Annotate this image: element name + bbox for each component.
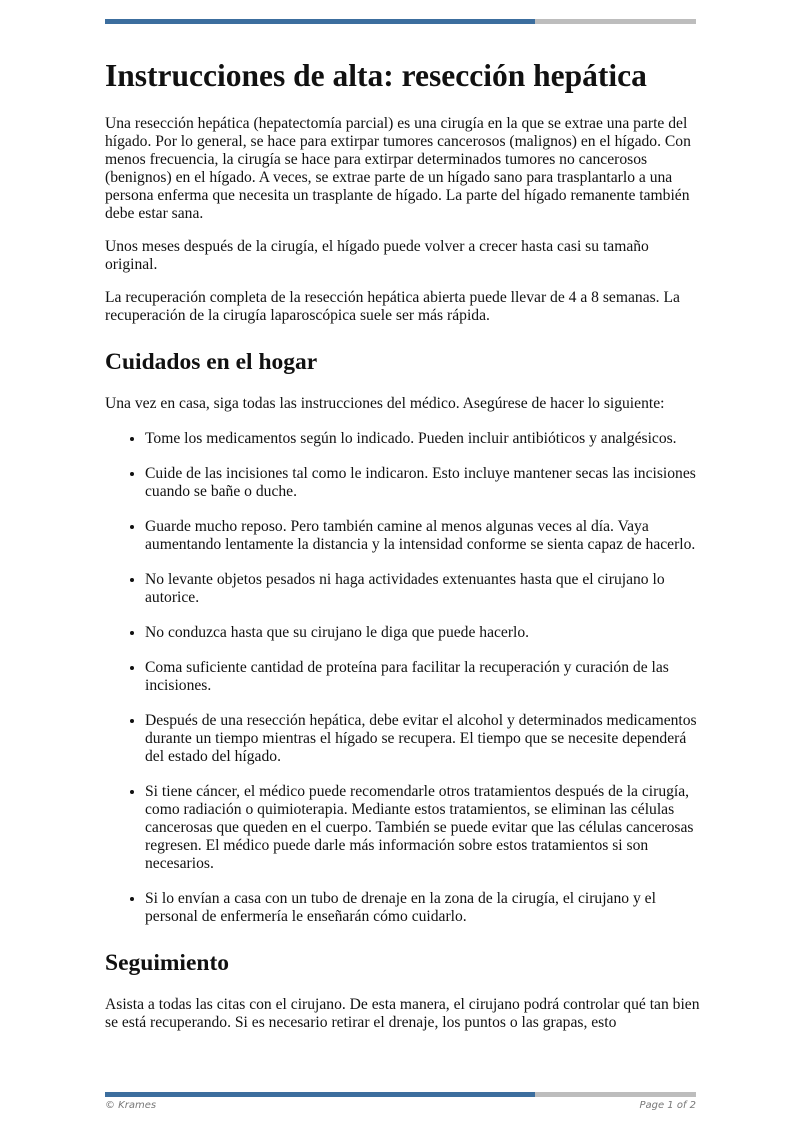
- footer-page-number: Page 1 of 2: [639, 1100, 696, 1111]
- list-item: • Después de una resección hepática, debe evitar el alcohol y determinados medicamentos durante un tiempo mientras el hígado se recupera. El tiempo que se necesite dependerá del estado del hígado.: [145, 712, 700, 766]
- list-item: • Coma suficiente cantidad de proteína para facilitar la recuperación y curación de las incisiones.: [145, 659, 700, 695]
- list-item: • Si lo envían a casa con un tubo de drenaje en la zona de la cirugía, el cirujano y el personal de enfermería le enseñarán cómo cuidarlo.: [145, 890, 700, 926]
- list-item: • Cuide de las incisiones tal como le indicaron. Esto incluye mantener secas las incisiones cuando se bañe o duche.: [145, 465, 700, 501]
- intro-paragraph-2: Unos meses después de la cirugía, el hígado puede volver a crecer hasta casi su tamaño original.: [105, 238, 649, 273]
- list-item: • No conduzca hasta que su cirujano le diga que puede hacerlo.: [145, 624, 700, 642]
- top-rule-accent: [105, 19, 535, 24]
- home-care-list: [105, 430, 700, 926]
- bottom-rule: [105, 1092, 696, 1097]
- list-item: • Tome los medicamentos según lo indicado. Pueden incluir antibióticos y analgésicos.: [145, 430, 700, 448]
- follow-up-heading: Seguimiento: [105, 950, 230, 976]
- home-care-lead: Una vez en casa, siga todas las instrucciones del médico. Asegúrese de hacer lo siguiente:: [105, 395, 665, 412]
- list-item: • Si tiene cáncer, el médico puede recomendarle otros tratamientos después de la cirugía, como radiación o quimioterapia. Mediante estos tratamientos, se eliminan las células cancerosas que queden en el cuerpo. También se puede evitar que las células cancerosas regresen. El médico puede darle más información sobre estos tratamientos si son necesarios.: [145, 783, 700, 873]
- intro-paragraph-1: Una resección hepática (hepatectomía parcial) es una cirugía en la que se extrae una parte del hígado. Por lo general, se hace para extirpar tumores cancerosos (malignos) en el hígado. Con menos frecuencia, la cirugía se hace para extirpar determinados tumores no cancerosos (benignos) en el hígado. A veces, se extrae parte de un hígado sano para trasplantarlo a una persona enferma que necesita un trasplante de hígado. La parte del hígado remanente también debe estar sana.: [105, 115, 691, 222]
- intro-paragraph-3: La recuperación completa de la resección hepática abierta puede llevar de 4 a 8 semanas. La recuperación de la cirugía laparoscópica suele ser más rápida.: [105, 289, 680, 324]
- page-footer: [105, 1100, 696, 1111]
- bottom-rule-gray: [535, 1092, 696, 1097]
- list-item: • No levante objetos pesados ni haga actividades extenuantes hasta que el cirujano lo autorice.: [145, 571, 700, 607]
- page-title: Instrucciones de alta: resección hepática: [105, 58, 647, 93]
- home-care-heading: Cuidados en el hogar: [105, 349, 318, 375]
- follow-up-paragraph: Asista a todas las citas con el cirujano. De esta manera, el cirujano podrá controlar qué tan bien se está recuperando. Si es necesario retirar el drenaje, los puntos o las grapas, esto: [105, 996, 700, 1031]
- bottom-rule-accent: [105, 1092, 535, 1097]
- document-body: [105, 56, 700, 1047]
- footer-copyright: © Krames: [105, 1100, 157, 1111]
- list-item: • Guarde mucho reposo. Pero también camine al menos algunas veces al día. Vaya aumentando lentamente la distancia y la intensidad conforme se sienta capaz de hacerlo.: [145, 518, 700, 554]
- top-rule: [105, 19, 696, 24]
- top-rule-gray: [535, 19, 696, 24]
